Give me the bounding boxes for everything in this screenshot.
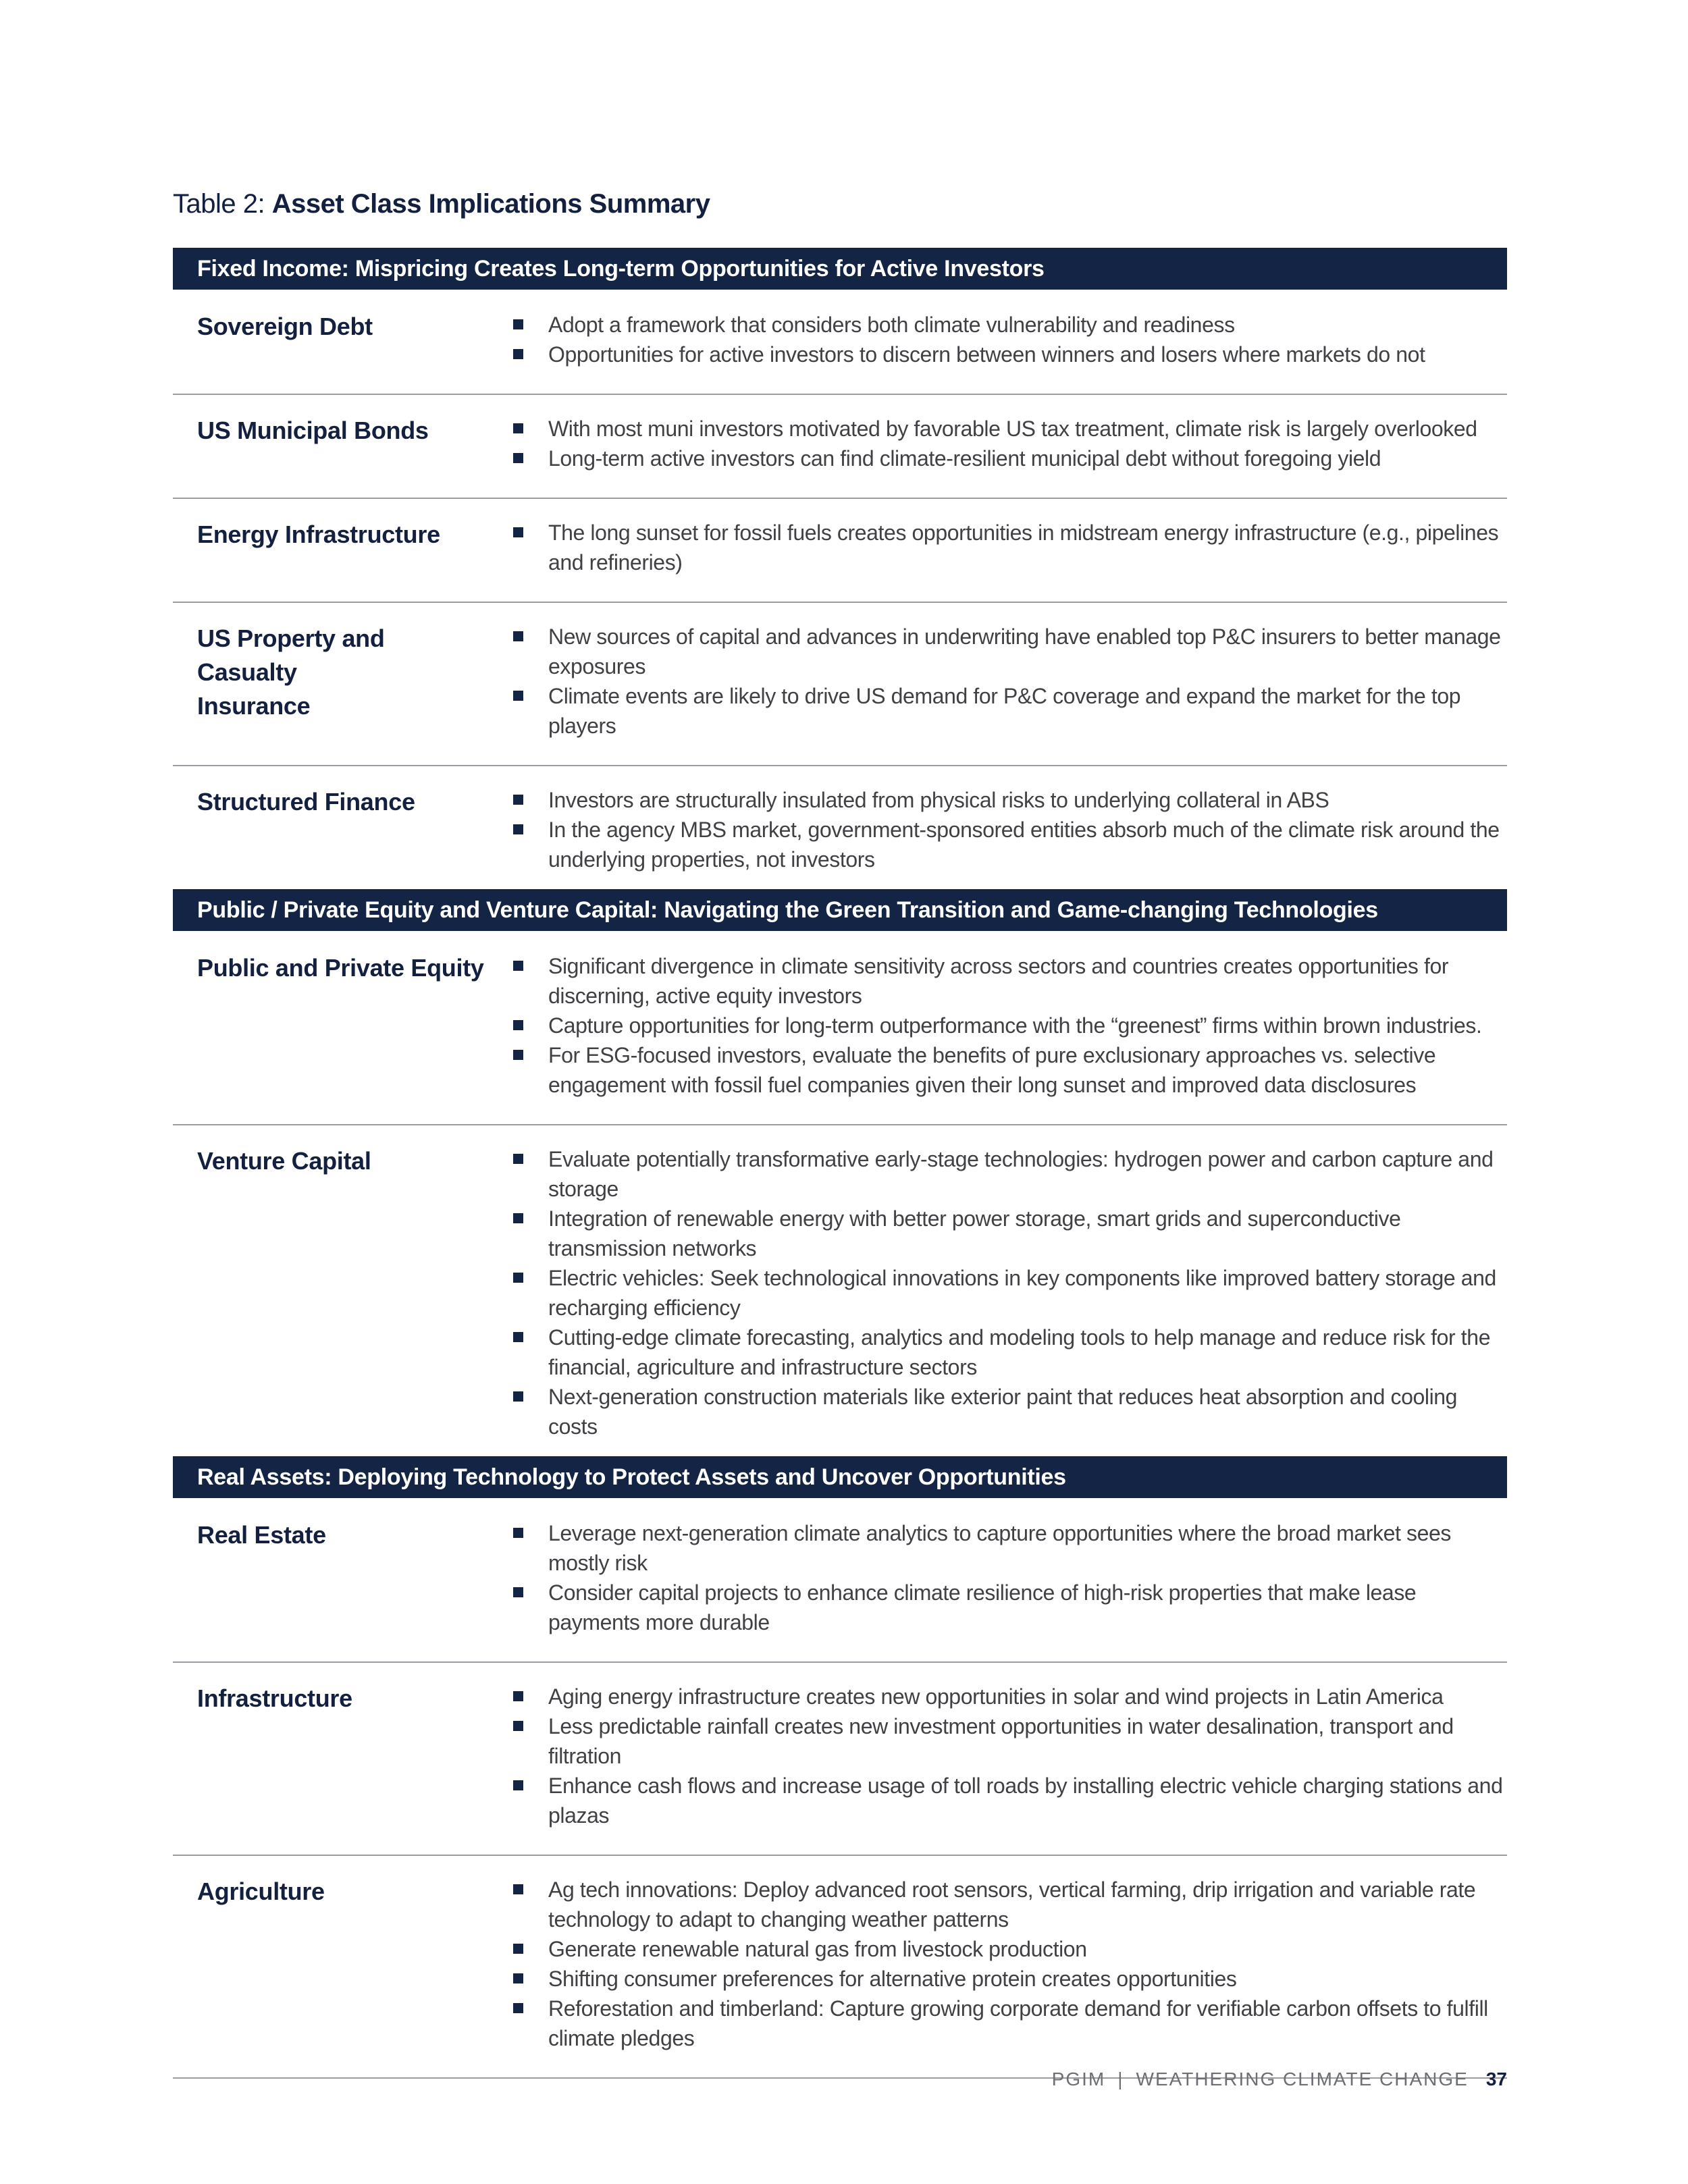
bullet-item — [508, 622, 1507, 681]
square-bullet-icon — [513, 1973, 523, 1983]
square-bullet-icon — [513, 319, 523, 329]
bullet-text: Shifting consumer preferences for alternative protein creates opportunities — [548, 1967, 1237, 1991]
footer-separator: | — [1117, 2069, 1124, 2089]
table-title — [173, 189, 1507, 219]
bullet-item — [508, 310, 1507, 340]
row-label: Real Estate — [197, 1521, 326, 1549]
bullet-list — [508, 951, 1507, 1100]
square-bullet-icon — [513, 1391, 523, 1402]
square-bullet-icon — [513, 453, 523, 463]
square-bullet-icon — [513, 1050, 523, 1060]
asset-class-table — [173, 248, 1507, 2079]
table-row — [173, 603, 1507, 766]
section-header: Public / Private Equity and Venture Capital: Navigating the Green Transition and Game-changing Technologies — [173, 889, 1507, 931]
bullet-list — [508, 1875, 1507, 2053]
bullet-text: Significant divergence in climate sensitivity across sectors and countries creates opportunities for discerning, active equity investors — [548, 954, 1449, 1008]
bullet-item — [508, 1144, 1507, 1204]
square-bullet-icon — [513, 691, 523, 701]
footer-title: WEATHERING CLIMATE CHANGE — [1136, 2069, 1469, 2089]
bullet-list — [508, 622, 1507, 741]
bullet-text: Reforestation and timberland: Capture growing corporate demand for verifiable carbon offsets to fulfill climate pledges — [548, 1996, 1488, 2050]
footer-brand: PGIM — [1051, 2069, 1106, 2089]
row-label: US Municipal Bonds — [197, 417, 429, 444]
bullet-text: In the agency MBS market, government-sponsored entities absorb much of the climate risk around the underlying properties, not investors — [548, 818, 1500, 872]
table-row — [173, 766, 1507, 889]
bullet-list — [508, 518, 1507, 577]
table-row — [173, 1498, 1507, 1663]
bullet-item — [508, 414, 1507, 444]
bullet-item — [508, 1040, 1507, 1100]
bullet-item — [508, 444, 1507, 473]
square-bullet-icon — [513, 527, 523, 537]
bullet-item — [508, 1578, 1507, 1637]
square-bullet-icon — [513, 1332, 523, 1342]
square-bullet-icon — [513, 1691, 523, 1701]
bullet-text: Generate renewable natural gas from livestock production — [548, 1937, 1087, 1961]
document-page — [173, 189, 1507, 2079]
bullet-text: Capture opportunities for long-term outperformance with the “greenest” firms within brown industries. — [548, 1013, 1482, 1038]
bullet-text: Electric vehicles: Seek technological innovations in key components like improved battery storage and recharging efficiency — [548, 1266, 1496, 1320]
row-label: Structured Finance — [197, 788, 415, 816]
table-row — [173, 931, 1507, 1125]
bullet-item — [508, 1518, 1507, 1578]
bullet-text: Leverage next-generation climate analytics to capture opportunities where the broad market sees mostly risk — [548, 1521, 1452, 1575]
bullet-text: Climate events are likely to drive US demand for P&C coverage and expand the market for the top players — [548, 684, 1461, 738]
section-header: Real Assets: Deploying Technology to Protect Assets and Uncover Opportunities — [173, 1456, 1507, 1498]
bullet-text: Integration of renewable energy with better power storage, smart grids and superconductive transmission networks — [548, 1206, 1401, 1260]
table-row — [173, 290, 1507, 395]
square-bullet-icon — [513, 824, 523, 834]
square-bullet-icon — [513, 2003, 523, 2013]
square-bullet-icon — [513, 1587, 523, 1597]
bullet-item — [508, 1711, 1507, 1771]
bullet-item — [508, 681, 1507, 741]
bullet-list — [508, 1682, 1507, 1830]
row-label: Energy Infrastructure — [197, 521, 440, 548]
bullet-item — [508, 785, 1507, 815]
square-bullet-icon — [513, 1884, 523, 1894]
table-title-bold: Asset Class Implications Summary — [271, 189, 710, 219]
bullet-text: Enhance cash flows and increase usage of toll roads by installing electric vehicle charging stations and plazas — [548, 1774, 1503, 1828]
square-bullet-icon — [513, 1154, 523, 1164]
bullet-item — [508, 951, 1507, 1011]
bullet-text: The long sunset for fossil fuels creates opportunities in midstream energy infrastructure (e.g., pipelines and refineries) — [548, 521, 1499, 575]
table-row — [173, 499, 1507, 603]
row-label: Agriculture — [197, 1877, 325, 1905]
bullet-text: New sources of capital and advances in underwriting have enabled top P&C insurers to better manage exposures — [548, 624, 1501, 678]
square-bullet-icon — [513, 961, 523, 971]
table-title-prefix: Table 2: — [173, 189, 265, 219]
bullet-item — [508, 518, 1507, 577]
table-row — [173, 1663, 1507, 1856]
bullet-text: Aging energy infrastructure creates new opportunities in solar and wind projects in Latin America — [548, 1684, 1444, 1709]
bullet-item — [508, 340, 1507, 369]
bullet-list — [508, 414, 1507, 473]
table-row — [173, 395, 1507, 499]
bullet-text: Next-generation construction materials like exterior paint that reduces heat absorption and cooling costs — [548, 1385, 1458, 1439]
bullet-item — [508, 1994, 1507, 2053]
square-bullet-icon — [513, 423, 523, 433]
bullet-list — [508, 1518, 1507, 1637]
row-label: Public and Private Equity — [197, 954, 484, 982]
bullet-item — [508, 1323, 1507, 1382]
bullet-item — [508, 1011, 1507, 1040]
bullet-item — [508, 815, 1507, 874]
bullet-text: Consider capital projects to enhance climate resilience of high-risk properties that make lease payments more durable — [548, 1580, 1417, 1634]
bullet-item — [508, 1875, 1507, 1934]
bullet-list — [508, 310, 1507, 369]
row-label: Venture Capital — [197, 1147, 371, 1175]
bullet-text: Evaluate potentially transformative early-stage technologies: hydrogen power and carbon capture and storage — [548, 1147, 1494, 1201]
bullet-text: Investors are structurally insulated from physical risks to underlying collateral in ABS — [548, 788, 1329, 812]
bullet-text: Less predictable rainfall creates new investment opportunities in water desalination, transport and filtration — [548, 1714, 1454, 1768]
bullet-list — [508, 1144, 1507, 1441]
bullet-item — [508, 1263, 1507, 1323]
square-bullet-icon — [513, 631, 523, 641]
bullet-item — [508, 1934, 1507, 1964]
bullet-item — [508, 1382, 1507, 1441]
square-bullet-icon — [513, 1213, 523, 1223]
square-bullet-icon — [513, 1944, 523, 1954]
bullet-text: With most muni investors motivated by favorable US tax treatment, climate risk is largely overlooked — [548, 417, 1477, 441]
page-footer — [1052, 2069, 1507, 2090]
bullet-text: Adopt a framework that considers both climate vulnerability and readiness — [548, 313, 1235, 337]
bullet-text: Long-term active investors can find climate-resilient municipal debt without foregoing yield — [548, 446, 1381, 471]
bullet-item — [508, 1771, 1507, 1830]
row-label: Infrastructure — [197, 1684, 352, 1712]
square-bullet-icon — [513, 349, 523, 359]
square-bullet-icon — [513, 795, 523, 805]
table-row — [173, 1125, 1507, 1456]
row-label: Sovereign Debt — [197, 313, 373, 340]
square-bullet-icon — [513, 1528, 523, 1538]
square-bullet-icon — [513, 1273, 523, 1283]
bullet-text: Cutting-edge climate forecasting, analytics and modeling tools to help manage and reduce risk for the financial, agriculture and infrastructure sectors — [548, 1325, 1491, 1379]
square-bullet-icon — [513, 1721, 523, 1731]
table-row — [173, 1856, 1507, 2079]
bullet-item — [508, 1204, 1507, 1263]
square-bullet-icon — [513, 1780, 523, 1790]
page-number: 37 — [1485, 2069, 1507, 2089]
bullet-item — [508, 1682, 1507, 1711]
bullet-text: Opportunities for active investors to discern between winners and losers where markets do not — [548, 342, 1425, 367]
row-label: US Property and Casualty Insurance — [197, 624, 385, 720]
bullet-list — [508, 785, 1507, 874]
square-bullet-icon — [513, 1020, 523, 1030]
bullet-text: Ag tech innovations: Deploy advanced root sensors, vertical farming, drip irrigation and variable rate technology to adapt to changing weather patterns — [548, 1877, 1476, 1932]
section-header: Fixed Income: Mispricing Creates Long-term Opportunities for Active Investors — [173, 248, 1507, 290]
bullet-item — [508, 1964, 1507, 1994]
bullet-text: For ESG-focused investors, evaluate the benefits of pure exclusionary approaches vs. selective engagement with fossil fuel companies given their long sunset and improved data disclosures — [548, 1043, 1436, 1097]
